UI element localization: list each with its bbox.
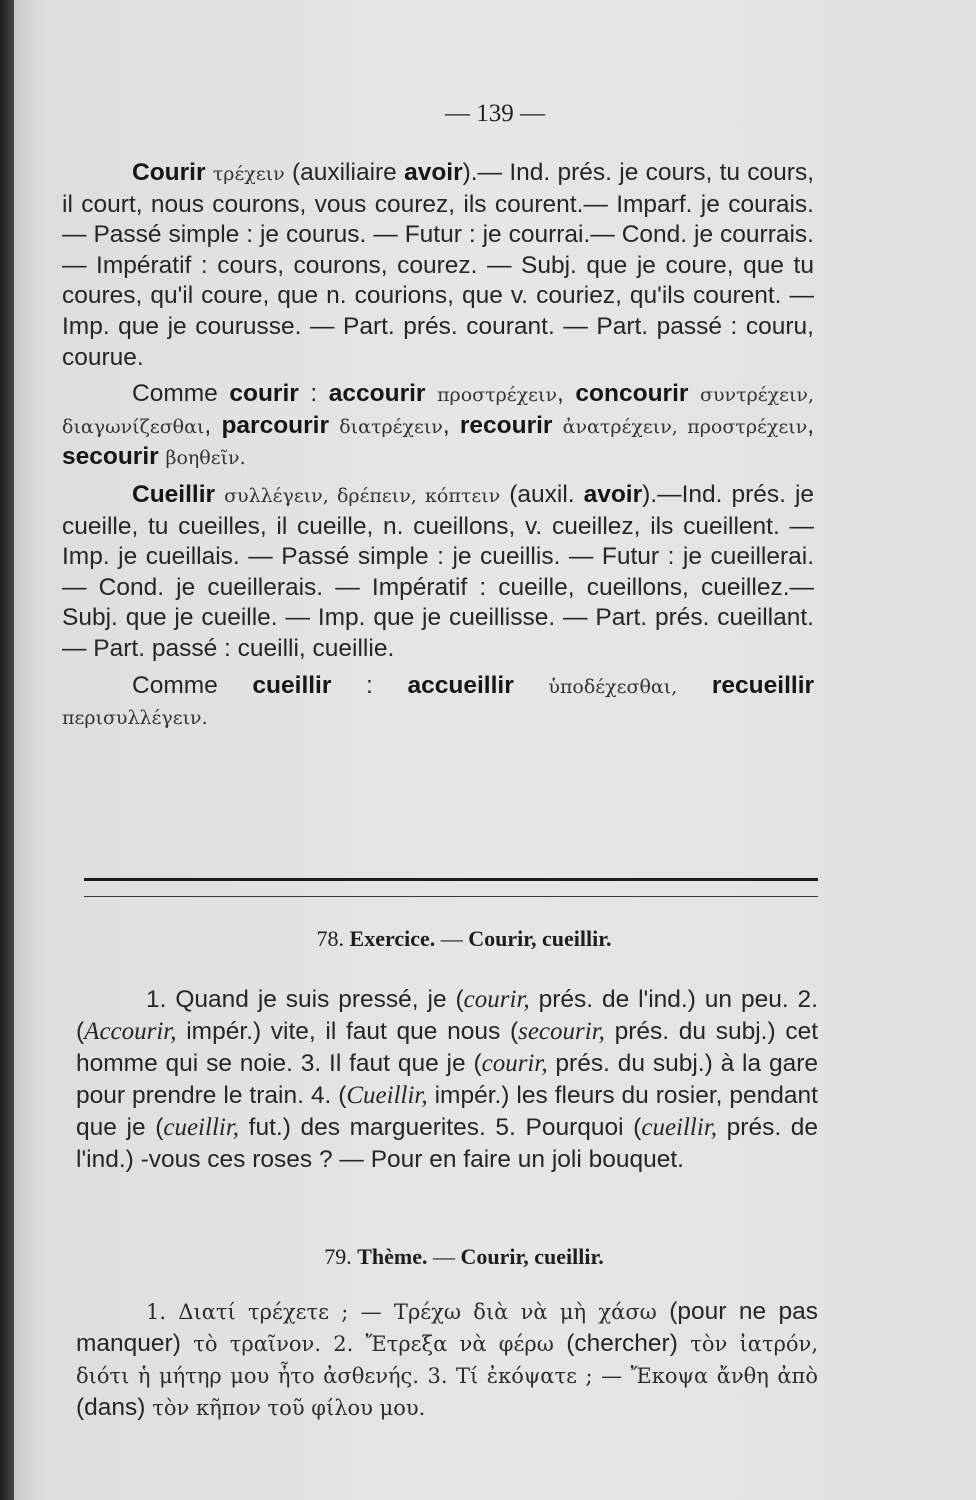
theme-greek: τὸν ἰατρόν, διότι ἡ μήτηρ μου ἦτο ἀσθενής. 3. Τί ἐκόψατε ; — Ἔκοψα ἄνθη ἀπὸ (76, 1332, 818, 1388)
theme-greek: 1. Διατί τρέχετε ; — Τρέχω διὰ νὰ μὴ χάσω (146, 1300, 657, 1324)
book-spine-shadow (0, 0, 14, 1500)
accueillir-word: accueillir (407, 671, 514, 699)
exercise-verb: courir, (463, 986, 530, 1013)
courir-aux: (auxiliaire (291, 159, 397, 186)
exercise-text: prés. du subj.) à la gare pour prendre le train. 4. ( (76, 1050, 818, 1109)
theme-label: Thème. (357, 1244, 428, 1269)
theme-dash: — (433, 1244, 456, 1269)
theme-title (14, 1244, 914, 1270)
cueillir-paragraph (62, 480, 814, 665)
courir-paragraph (62, 158, 814, 373)
theme-french: (dans) (76, 1394, 153, 1421)
theme-greek: τὸν κῆπον τοῦ φίλου μου. (152, 1396, 426, 1420)
cueillir-aux: (auxil. (509, 480, 575, 508)
page-number: — 139 — (445, 100, 545, 127)
parcourir-greek: διατρέχειν (339, 415, 443, 438)
cueillir-headword: Cueillir (132, 480, 216, 508)
secourir-word: secourir (62, 443, 159, 471)
comme-cueillir-lead: Comme (132, 671, 218, 699)
comme-courir-lead: Comme (132, 380, 218, 408)
parcourir-word: parcourir (221, 411, 329, 439)
concourir-word: concourir (575, 380, 689, 408)
exercise-text: prés. du subj.) cet homme qui se noie. 3. Il faut que je ( (76, 1018, 819, 1077)
cueillir-conjugation: ).—Ind. prés. je cueille, tu cueilles, il cueille, n. cueillons, v. cueillez, ils cueillent. — Imp. je cueillais. — Passé simple : je cueillis. — Futur : je cueillerai. — Cond. je cueillerais. — Impératif : cueille, cueillons, cueillez.—Subj. que je cueille. — Imp. que je cueillisse. — Part. prés. cueillant. — Part. passé : cueilli, cueillie. (62, 480, 815, 662)
exercise-text: prés. de l'ind.) -vous ces roses ? — Pour en faire un joli bouquet. (76, 1114, 819, 1173)
exercise-title (14, 926, 914, 952)
exercise-text: prés. de l'ind.) un peu. 2. ( (76, 986, 818, 1045)
theme-french: (chercher) (553, 1330, 691, 1357)
recourir-greek: ἀνατρέχειν, προστρέχειν (562, 415, 808, 438)
grammar-section (62, 158, 814, 734)
accueillir-greek: ὑποδέχεσθαι, (548, 675, 678, 698)
theme-greek: τὸ τραῖνον. 2. Ἔτρεξα νὰ φέρω (193, 1332, 554, 1356)
courir-conjugation: ).— Ind. prés. je cours, tu cours, il court, nous courons, vous courez, ils courent.— Imparf. je courais.— Passé simple : je courus. — Futur : je courrai.— Cond. je courrais. — Impératif : cours, courons, courez. — Subj. que je coure, que tu coures, qu'il coure, que n. courions, que v. couriez, qu'ils courent. — Imp. que je courusse. — Part. prés. courant. — Part. passé : couru, courue. (62, 159, 815, 371)
courir-greek: τρέχειν (212, 163, 285, 185)
exercise-text: impér.) les fleurs du rosier, pendant que je ( (76, 1082, 818, 1141)
comme-courir-word: courir (229, 380, 299, 408)
exercise-verb: Cueillir, (346, 1082, 428, 1109)
exercise-body (76, 984, 818, 1176)
exercise-verb: cueillir, (641, 1114, 718, 1141)
courir-headword: Courir (132, 159, 206, 186)
section-divider-thin (84, 896, 818, 897)
comme-cueillir-colon: : (331, 671, 408, 699)
accourir-word: accourir (328, 380, 426, 408)
exercise-verb: cueillir, (163, 1114, 240, 1141)
theme-french: (pour ne pas manquer) (76, 1298, 818, 1357)
theme-number: 79. (324, 1244, 352, 1269)
comme-courir-colon: : (298, 380, 329, 408)
concourir-greek: συντρέχειν, διαγωνίζεσθαι (62, 384, 815, 438)
cueillir-aux-verb: avoir (583, 480, 643, 508)
theme-body (76, 1296, 818, 1424)
theme-topic: Courir, cueillir. (460, 1244, 604, 1269)
cueillir-greek: συλλέγειν, δρέπειν, κόπτειν (224, 484, 501, 507)
exercise-text: impér.) vite, il faut que nous ( (176, 1018, 519, 1045)
book-page (14, 0, 976, 1500)
accourir-greek: προστρέχειν (437, 384, 558, 407)
comme-cueillir-paragraph (62, 671, 814, 734)
exercise-dash: — (440, 926, 463, 951)
recourir-word: recourir (459, 411, 553, 439)
exercise-verb: courir, (481, 1050, 548, 1077)
secourir-greek: βοηθεῖν. (165, 447, 246, 470)
exercise-topic: Courir, cueillir. (468, 926, 612, 951)
comme-courir-paragraph: Comme courir : accourir προστρέχειν, concourir συντρέχειν, διαγωνίζεσθαι, parcourir διατρέχειν, recourir ἀνατρέχειν, προστρέχειν, secourir βοηθεῖν. (62, 380, 815, 471)
exercise-label: Exercice. (349, 926, 436, 951)
recueillir-word: recueillir (711, 671, 815, 699)
exercise-text: fut.) des marguerites. 5. Pourquoi ( (239, 1114, 642, 1141)
exercise-verb: Accourir, (84, 1018, 177, 1045)
courir-aux-verb: avoir (404, 159, 463, 186)
section-divider (84, 878, 818, 881)
exercise-number: 78. (316, 926, 345, 951)
recueillir-greek: περισυλλέγειν. (62, 707, 208, 730)
comme-cueillir-word: cueillir (252, 671, 332, 699)
exercise-verb: secourir, (518, 1018, 605, 1045)
exercise-text: 1. Quand je suis pressé, je ( (146, 986, 464, 1013)
